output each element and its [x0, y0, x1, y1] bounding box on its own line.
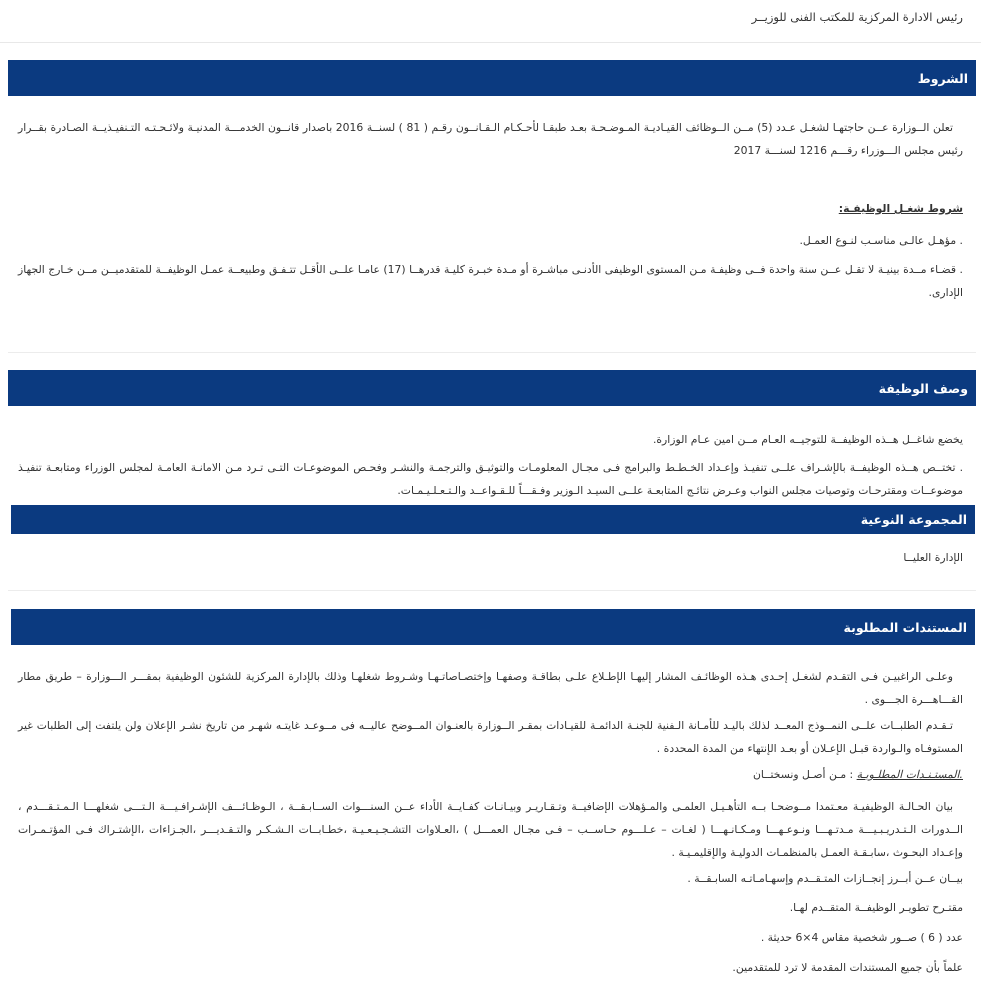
- documents-paragraph-6: عدد ( 6 ) صــور شخصية مقاس 4×6 حديثة .: [760, 931, 963, 944]
- conditions-subheading: شروط شغـل الوظيفـة:: [838, 202, 963, 215]
- conditions-heading: الشروط: [917, 70, 968, 86]
- documents-paragraph-3: بيان الحـالـة الوظيفيـة معـتمدا مــوضحـا بــه التأهـيـل العلمـى والمـؤهلات الإضافيــة وتـقـاريـر وبيـانـات كفـايــة الأداء عــن السنـــوات الســابـقــة ، الـوظـائـــف الإشـرافـيـــة الـتـــى شغلهـــا الـمـتـقـــدم ، الــدورات الـتـدريـبـيـــة مـدتـهـــا ونـوعـهـــا ومـكـانـهـــا ( لغـات – عـلـــوم حـاســب – فـى مجـال العمـــل ) ،العـلاوات التشـجـيـعـيـة ،خطـابــات الـشـكـر والتـقـديـــر ،الجـزاءات ،الإشتـراك فـى المؤتـمـرات وإعـداد البحـوث ،سابـقـة العمـل بالمنظمـات الدوليـة والإقليمـيـة .: [18, 800, 963, 859]
- conditions-heading-bar: [8, 60, 976, 96]
- documents-sublabel-row: [18, 763, 963, 786]
- job-description-heading: وصف الوظيفة: [878, 380, 968, 396]
- documents-heading-bar: [11, 609, 975, 645]
- group-heading-bar: [11, 505, 975, 534]
- documents-paragraph-2: تـقـدم الطلبــات علــى النمــوذج المعــد لذلك باليـد للأمـانة الـفنية للجنـة الدائمـة للقيـادات بمقـر الــوزارة بالعنـوان المــوضح عاليــه فى مــوعـد غايتـه شهـر من تاريخ نشـر الإعلان ولن يلتفت إلى الطلبات غير المستوفـاه والـواردة قبـل الإعـلان أو بعـد الإنتهاء من المدة المحددة .: [18, 719, 963, 755]
- group-value: الإدارة العليــا: [903, 551, 963, 564]
- documents-sublabel-rest: : مـن أصـل ونسختــان: [752, 768, 854, 781]
- documents-paragraph-7: علماً بأن جميع المستندات المقدمة لا ترد للمتقدمين.: [732, 961, 963, 974]
- group-heading: المجموعة النوعية: [860, 512, 967, 527]
- job-description-heading-bar: [8, 370, 976, 406]
- documents-paragraph-4: بيــان عــن أبــرز إنجــازات المتـقــدم وإسهـامـاتـه السابـقــة .: [687, 872, 963, 885]
- conditions-intro: تعلن الــوزارة عــن حاجتهـا لشغـل عـدد (5) مــن الــوظائف القيـاديـة المـوضـحـة بعـد طبقـا لأحـكـام الـقـانــون رقـم ( 81 ) لسنــة 2016 باصدار قانــون الخدمـــة المدنيـة ولائـحـتـه التـنفيـذيــة الصـادرة بقــرار رئيس مجلس الـــوزراء رقـــم 1216 لسنـــة 2017: [18, 121, 963, 157]
- header-title: رئيس الادارة المركزية للمكتب الفنى للوزيــر: [751, 10, 963, 24]
- documents-paragraph-5: مقتـرح تطويـر الوظيفــة المتقــدم لهـا.: [789, 901, 963, 914]
- documents-sublabel: .المستـنـدات المطلـوبـة: [856, 768, 963, 781]
- header-row: [0, 0, 981, 43]
- divider-2: [8, 590, 976, 591]
- divider-1: [8, 352, 976, 353]
- job-description-item-2: . تختــص هــذه الوظيفــة بالإشـراف علــى تنفيـذ وإعـداد الخـطـط والبرامج فـى مجـال المعلومـات والتوثيـق والترجمـة والنشـر وفحـص الموضوعـات التـى تـرد مـن الامانـة العامـة لمجلس الوزراء ومتابعـة تنفيـذ موضوعــات ومقترحـات وتوصيات مجلس النواب وعـرض نتائـج المتابعـة علــى السيـد الـوزير وفـقـــاً للـقـواعــد والـتـعـلـيـمـات.: [18, 461, 963, 497]
- conditions-item-2: . قضـاء مــدة بينيـة لا تقـل عــن سنة واحدة فــى وظيفـة مـن المستوى الوظيفى الأدنـى مباشـرة أو مـدة خبـرة كليـة قدرهــا (17) عامـا علــى الأقـل تتـفـق وطبيعــة عمـل الوظيفــة للمتقدميــن مــن خـارج الجهاز الإدارى.: [18, 263, 963, 299]
- job-description-item-1: يخضع شاغــل هــذه الوظيفــة للتوجيــه العـام مــن امين عـام الوزارة.: [652, 433, 963, 446]
- documents-paragraph-1: وعلـى الراغبيـن فـى التقـدم لشغـل إحـدى هـذه الوظائـف المشار إليهـا الإطـلاع علـى بطاقـة وصفهـا وإختصـاصاتـهـا وشـروط شغلهـا وذلك بالإدارة المركزية للشئون الوظيفية بمقـــر الـــوزارة – طريق مطار القـــاهـــرة الجـــوى .: [18, 670, 963, 706]
- documents-heading: المستندات المطلوبة: [843, 619, 967, 635]
- conditions-item-1: . مؤهـل عالـى مناسـب لنـوع العمـل.: [799, 234, 963, 247]
